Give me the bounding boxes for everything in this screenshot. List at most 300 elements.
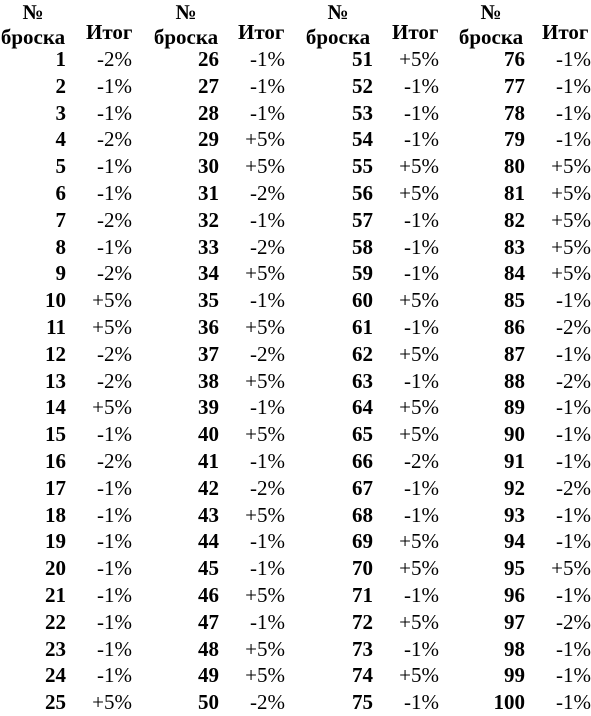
throw-number: 73 — [352, 636, 373, 661]
throw-result: -2% — [556, 314, 591, 339]
throw-number: 70 — [352, 556, 373, 581]
throw-result: +5% — [92, 288, 132, 313]
rows-3 — [302, 46, 447, 716]
throw-result: -1% — [97, 475, 132, 500]
table-row — [302, 314, 447, 341]
throw-number: 2 — [55, 73, 66, 98]
throw-number: 61 — [352, 314, 373, 339]
result-header: Итог — [86, 20, 133, 44]
throw-number-header — [150, 0, 222, 50]
table-row — [150, 126, 292, 153]
throw-number: 30 — [198, 154, 219, 179]
throw-result: +5% — [399, 47, 439, 71]
throw-result: -1% — [97, 556, 132, 581]
table-row — [0, 475, 140, 502]
throw-result: -1% — [404, 314, 439, 339]
throw-number-header — [302, 0, 374, 50]
throw-result: -2% — [97, 47, 132, 71]
throw-result: +5% — [399, 422, 439, 447]
throw-number: 69 — [352, 529, 373, 554]
throw-result: -1% — [97, 234, 132, 259]
throw-result: -1% — [250, 556, 285, 581]
throw-number: 78 — [504, 100, 525, 125]
throw-result: -1% — [404, 207, 439, 232]
result-header: Итог — [392, 20, 439, 44]
throw-number: 50 — [198, 690, 219, 715]
table-row — [150, 314, 292, 341]
table-row — [302, 153, 447, 180]
throw-result: -1% — [404, 127, 439, 152]
throw-number: 84 — [504, 261, 525, 286]
table-row — [0, 662, 140, 689]
throw-result: -1% — [404, 234, 439, 259]
throw-result: -1% — [404, 261, 439, 286]
table-row — [302, 207, 447, 234]
table-row — [0, 73, 140, 100]
throw-number: 75 — [352, 690, 373, 715]
table-row — [302, 609, 447, 636]
throw-number: 29 — [198, 127, 219, 152]
table-row — [0, 260, 140, 287]
throw-number: 17 — [45, 475, 66, 500]
table-row — [456, 234, 591, 261]
throw-number: 19 — [45, 529, 66, 554]
throw-result: +5% — [92, 314, 132, 339]
table-row — [302, 368, 447, 395]
throw-number: 92 — [504, 475, 525, 500]
throw-result: -1% — [404, 502, 439, 527]
table-row — [302, 662, 447, 689]
throw-result: -2% — [97, 207, 132, 232]
table-row — [150, 153, 292, 180]
table-row — [0, 100, 140, 127]
table-row — [0, 636, 140, 663]
table-row — [150, 421, 292, 448]
table-row — [0, 153, 140, 180]
throw-number: 89 — [504, 395, 525, 420]
throw-result: -1% — [556, 288, 591, 313]
throw-result: -1% — [404, 636, 439, 661]
throw-result: +5% — [399, 556, 439, 581]
throw-number: 83 — [504, 234, 525, 259]
throw-result: -1% — [556, 663, 591, 688]
throw-result: -1% — [556, 395, 591, 420]
throw-result: -2% — [250, 690, 285, 715]
table-row — [0, 609, 140, 636]
table-row — [150, 662, 292, 689]
throw-result: -1% — [404, 582, 439, 607]
throw-number: 72 — [352, 609, 373, 634]
table-row — [456, 126, 591, 153]
throw-result: -1% — [97, 529, 132, 554]
throw-result: -1% — [250, 47, 285, 71]
throw-result: -1% — [97, 73, 132, 98]
table-row — [0, 46, 140, 73]
throw-result: -1% — [250, 73, 285, 98]
throw-result: -1% — [556, 127, 591, 152]
throw-result: -1% — [556, 690, 591, 715]
throw-result: -1% — [404, 73, 439, 98]
header-throw-word: броска — [153, 25, 219, 49]
table-row — [456, 689, 591, 716]
throw-result: -1% — [97, 422, 132, 447]
throw-number: 76 — [504, 47, 525, 71]
throw-result: -2% — [556, 475, 591, 500]
rows-4 — [456, 46, 591, 716]
table-row — [150, 448, 292, 475]
throw-result: +5% — [245, 154, 285, 179]
throw-number: 71 — [352, 582, 373, 607]
throw-number: 42 — [198, 475, 219, 500]
throw-number: 86 — [504, 314, 525, 339]
throw-result: -1% — [556, 448, 591, 473]
table-row — [302, 126, 447, 153]
throw-result: +5% — [245, 663, 285, 688]
throw-result: +5% — [399, 288, 439, 313]
throw-number: 87 — [504, 341, 525, 366]
table-row — [0, 555, 140, 582]
throw-result: -1% — [556, 582, 591, 607]
throw-number: 14 — [45, 395, 66, 420]
throw-number: 24 — [45, 663, 66, 688]
throw-result: -1% — [556, 529, 591, 554]
throw-result: -1% — [250, 288, 285, 313]
rows-1 — [0, 46, 140, 716]
throw-number: 58 — [352, 234, 373, 259]
table-row — [456, 341, 591, 368]
throw-result: -1% — [556, 341, 591, 366]
throw-result: -2% — [250, 180, 285, 205]
table-row — [456, 100, 591, 127]
throw-number: 20 — [45, 556, 66, 581]
throw-result: -2% — [97, 127, 132, 152]
throw-number: 40 — [198, 422, 219, 447]
throw-result: +5% — [245, 422, 285, 447]
throw-number: 56 — [352, 180, 373, 205]
throw-number: 36 — [198, 314, 219, 339]
table-row — [0, 234, 140, 261]
table-row — [456, 636, 591, 663]
throw-number: 96 — [504, 582, 525, 607]
result-header: Итог — [238, 20, 285, 44]
throw-result: +5% — [399, 395, 439, 420]
throw-result: -2% — [97, 448, 132, 473]
table-row — [456, 260, 591, 287]
throw-result: -1% — [556, 636, 591, 661]
throw-result: -1% — [556, 47, 591, 71]
throw-number: 53 — [352, 100, 373, 125]
throw-number: 49 — [198, 663, 219, 688]
table-row — [456, 555, 591, 582]
throw-result: +5% — [399, 341, 439, 366]
throw-result: -2% — [250, 475, 285, 500]
table-row — [302, 100, 447, 127]
throw-number: 16 — [45, 448, 66, 473]
throw-number: 60 — [352, 288, 373, 313]
throw-number: 95 — [504, 556, 525, 581]
throw-result: -1% — [97, 636, 132, 661]
table-row — [302, 636, 447, 663]
header-number-sign: № — [480, 0, 502, 24]
throw-result: +5% — [399, 180, 439, 205]
throw-number: 62 — [352, 341, 373, 366]
throw-result: +5% — [245, 368, 285, 393]
throw-number: 68 — [352, 502, 373, 527]
header-throw-word: броска — [0, 25, 66, 49]
table-row — [0, 341, 140, 368]
throw-result: +5% — [399, 154, 439, 179]
table-row — [150, 368, 292, 395]
table-row — [0, 421, 140, 448]
table-row — [150, 260, 292, 287]
table-row — [456, 287, 591, 314]
throw-number-header — [0, 0, 66, 50]
throw-number: 4 — [55, 127, 66, 152]
throw-number: 6 — [55, 180, 66, 205]
throw-result: -1% — [250, 529, 285, 554]
throw-result: -2% — [97, 368, 132, 393]
throw-number: 65 — [352, 422, 373, 447]
throw-number: 8 — [55, 234, 66, 259]
throw-result: -1% — [404, 368, 439, 393]
throw-result: -2% — [556, 368, 591, 393]
throw-number-header — [456, 0, 526, 50]
throw-result: -1% — [250, 207, 285, 232]
table-row — [150, 609, 292, 636]
throw-result: -1% — [97, 180, 132, 205]
table-row — [0, 394, 140, 421]
throw-result: -1% — [556, 422, 591, 447]
table-row — [0, 448, 140, 475]
throw-number: 38 — [198, 368, 219, 393]
throw-result: +5% — [399, 609, 439, 634]
throw-number: 3 — [55, 100, 66, 125]
table-row — [150, 689, 292, 716]
result-header: Итог — [542, 20, 589, 44]
throw-number: 91 — [504, 448, 525, 473]
table-row — [302, 528, 447, 555]
throw-result: -2% — [250, 341, 285, 366]
table-row — [302, 180, 447, 207]
table-row — [150, 502, 292, 529]
table-row — [456, 153, 591, 180]
throw-number: 81 — [504, 180, 525, 205]
throw-number: 28 — [198, 100, 219, 125]
table-row — [302, 73, 447, 100]
throw-number: 18 — [45, 502, 66, 527]
throw-result: +5% — [551, 180, 591, 205]
table-row — [150, 207, 292, 234]
throw-result: -1% — [250, 609, 285, 634]
table-row — [150, 555, 292, 582]
table-row — [456, 46, 591, 73]
table-row — [302, 287, 447, 314]
table-row — [150, 180, 292, 207]
table-row — [456, 502, 591, 529]
table-row — [456, 421, 591, 448]
table-row — [456, 609, 591, 636]
table-row — [0, 207, 140, 234]
table-row — [0, 126, 140, 153]
table-row — [456, 73, 591, 100]
throw-number: 74 — [352, 663, 373, 688]
table-row — [0, 528, 140, 555]
table-row — [302, 341, 447, 368]
throw-result: -1% — [556, 502, 591, 527]
throw-number: 52 — [352, 73, 373, 98]
throw-result: -1% — [97, 609, 132, 634]
throw-number: 5 — [55, 154, 66, 179]
table-row — [456, 528, 591, 555]
table-row — [302, 475, 447, 502]
header-throw-word: броска — [305, 25, 371, 49]
rows-2 — [150, 46, 292, 716]
throw-result: -1% — [404, 475, 439, 500]
throw-number: 41 — [198, 448, 219, 473]
throw-number: 27 — [198, 73, 219, 98]
throw-number: 34 — [198, 261, 219, 286]
throw-number: 98 — [504, 636, 525, 661]
throw-number: 59 — [352, 261, 373, 286]
throw-result: +5% — [245, 636, 285, 661]
throw-number: 46 — [198, 582, 219, 607]
table-row — [150, 636, 292, 663]
throw-number: 44 — [198, 529, 219, 554]
throw-result: +5% — [92, 395, 132, 420]
throw-number: 10 — [45, 288, 66, 313]
table-row — [150, 46, 292, 73]
table-row — [456, 207, 591, 234]
table-row — [456, 662, 591, 689]
throw-result: -2% — [556, 609, 591, 634]
table-row — [150, 341, 292, 368]
table-row — [150, 287, 292, 314]
table-row — [302, 421, 447, 448]
table-row — [302, 448, 447, 475]
throw-result: +5% — [92, 690, 132, 715]
table-row — [0, 287, 140, 314]
throw-number: 47 — [198, 609, 219, 634]
throw-result: -1% — [250, 100, 285, 125]
throw-result: +5% — [551, 234, 591, 259]
throw-number: 88 — [504, 368, 525, 393]
throw-number: 90 — [504, 422, 525, 447]
table-row — [456, 368, 591, 395]
throw-result: +5% — [399, 529, 439, 554]
table-row — [150, 100, 292, 127]
throw-number: 57 — [352, 207, 373, 232]
throw-result: -1% — [404, 690, 439, 715]
throw-result: -1% — [556, 100, 591, 125]
throw-number: 37 — [198, 341, 219, 366]
throw-number: 32 — [198, 207, 219, 232]
throw-result: -1% — [404, 100, 439, 125]
table-row — [150, 475, 292, 502]
throw-number: 25 — [45, 690, 66, 715]
throw-number: 64 — [352, 395, 373, 420]
throw-number: 99 — [504, 663, 525, 688]
throw-number: 1 — [55, 47, 66, 71]
table-row — [150, 234, 292, 261]
throw-number: 94 — [504, 529, 525, 554]
throw-number: 63 — [352, 368, 373, 393]
throw-result: -1% — [250, 448, 285, 473]
throw-number: 11 — [46, 314, 66, 339]
throw-number: 15 — [45, 422, 66, 447]
header-number-sign: № — [22, 0, 44, 24]
throw-number: 93 — [504, 502, 525, 527]
table-row — [302, 689, 447, 716]
table-row — [302, 234, 447, 261]
throw-result: -1% — [97, 154, 132, 179]
throw-number: 48 — [198, 636, 219, 661]
throw-result: +5% — [551, 261, 591, 286]
table-row — [302, 555, 447, 582]
table-row — [0, 502, 140, 529]
table-row — [150, 394, 292, 421]
throw-number: 79 — [504, 127, 525, 152]
throw-result: +5% — [245, 314, 285, 339]
throw-number: 31 — [198, 180, 219, 205]
table-row — [0, 689, 140, 716]
throw-number: 9 — [55, 261, 66, 286]
throw-number: 51 — [352, 47, 373, 71]
table-row — [302, 502, 447, 529]
throw-number: 39 — [198, 395, 219, 420]
throw-result: -1% — [97, 663, 132, 688]
throw-number: 43 — [198, 502, 219, 527]
throw-result: -2% — [250, 234, 285, 259]
throw-number: 21 — [45, 582, 66, 607]
throw-result: +5% — [399, 663, 439, 688]
throw-number: 12 — [45, 341, 66, 366]
throw-number: 67 — [352, 475, 373, 500]
throw-number: 13 — [45, 368, 66, 393]
header-number-sign: № — [175, 0, 197, 24]
table-row — [150, 73, 292, 100]
throw-result: +5% — [551, 556, 591, 581]
throw-number: 100 — [493, 690, 525, 715]
throw-result: +5% — [245, 502, 285, 527]
throw-number: 66 — [352, 448, 373, 473]
throw-result: -1% — [97, 582, 132, 607]
table-row — [0, 368, 140, 395]
throw-number: 23 — [45, 636, 66, 661]
table-row — [0, 582, 140, 609]
header-number-sign: № — [327, 0, 349, 24]
table-row — [0, 180, 140, 207]
throw-number: 82 — [504, 207, 525, 232]
throw-number: 22 — [45, 609, 66, 634]
table-row — [456, 475, 591, 502]
throw-number: 33 — [198, 234, 219, 259]
throw-number: 85 — [504, 288, 525, 313]
table-row — [302, 394, 447, 421]
throw-result: +5% — [245, 582, 285, 607]
throw-number: 97 — [504, 609, 525, 634]
throw-result: -2% — [404, 448, 439, 473]
throw-result: -1% — [556, 73, 591, 98]
table-row — [456, 448, 591, 475]
throw-result: +5% — [551, 154, 591, 179]
table-row — [302, 46, 447, 73]
table-row — [302, 582, 447, 609]
table-row — [456, 180, 591, 207]
throw-result: +5% — [245, 261, 285, 286]
throw-result: -1% — [97, 502, 132, 527]
throw-result: +5% — [551, 207, 591, 232]
throw-result: -2% — [97, 341, 132, 366]
